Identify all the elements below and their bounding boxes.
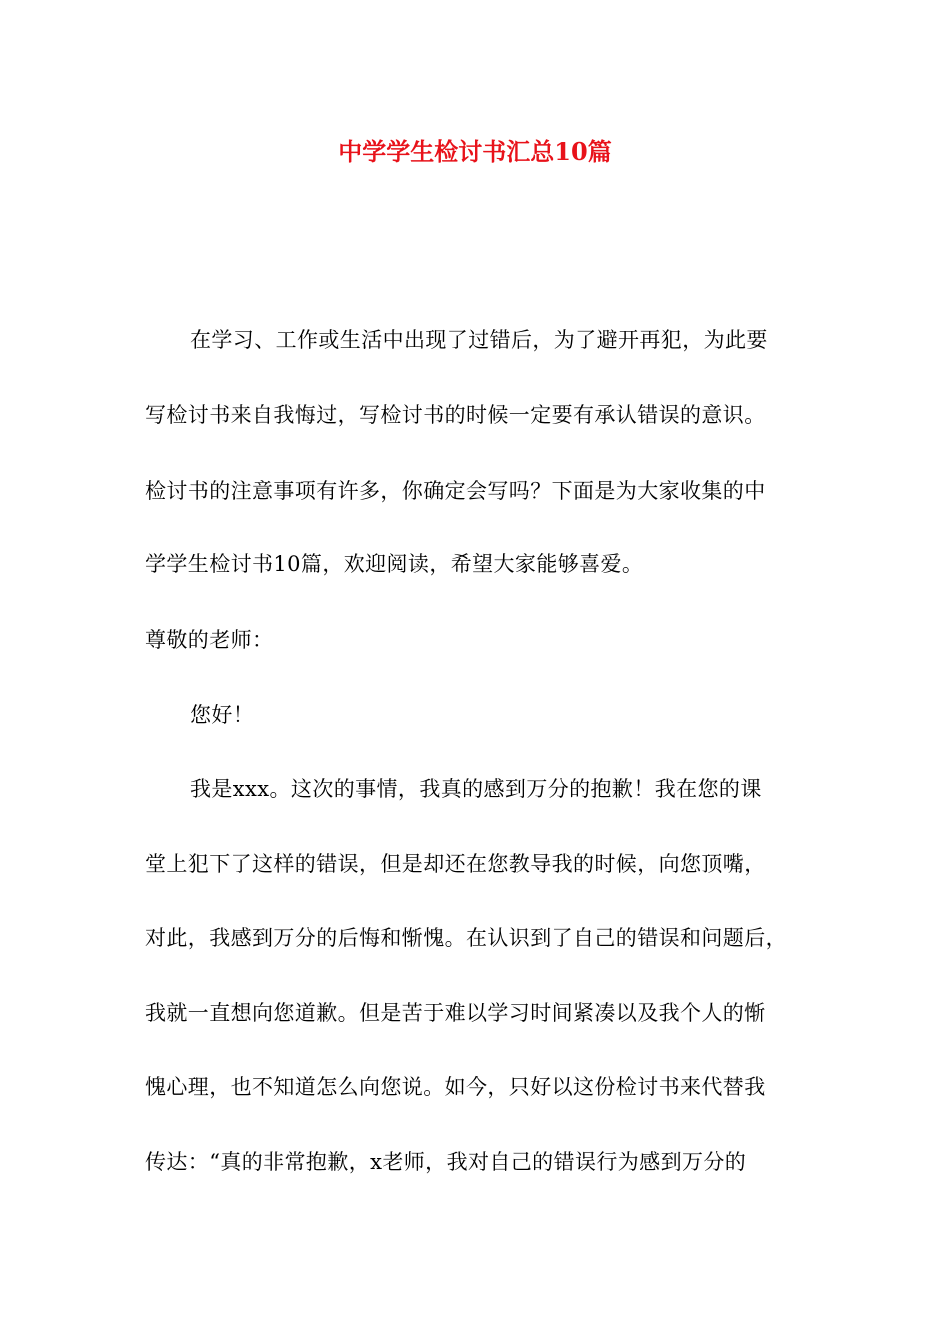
paragraph-line: 学学生检讨书10篇，欢迎阅读，希望大家能够喜爱。 (145, 552, 644, 576)
paragraph-line: 在学习、工作或生活中出现了过错后，为了避开再犯，为此要 (190, 328, 768, 352)
paragraph-line: 我就一直想向您道歉。但是苦于难以学习时间紧凑以及我个人的惭 (145, 1001, 766, 1025)
greeting: 您好！ (190, 703, 255, 727)
paragraph-line: 我是xxx。这次的事情，我真的感到万分的抱歉！我在您的课 (190, 777, 762, 801)
salutation: 尊敬的老师： (145, 628, 274, 652)
paragraph-line: 愧心理，也不知道怎么向您说。如今，只好以这份检讨书来代替我 (145, 1075, 766, 1099)
paragraph-line: 对此，我感到万分的后悔和惭愧。在认识到了自己的错误和问题后， (145, 926, 787, 950)
paragraph-line: 检讨书的注意事项有许多，你确定会写吗？下面是为大家收集的中 (145, 479, 766, 503)
document-title: 中学学生检讨书汇总10篇 (338, 137, 612, 166)
paragraph-line: 写检讨书来自我悔过，写检讨书的时候一定要有承认错误的意识。 (145, 403, 766, 427)
paragraph-line: 传达：“真的非常抱歉，x老师，我对自己的错误行为感到万分的 (145, 1150, 747, 1174)
paragraph-line: 堂上犯下了这样的错误，但是却还在您教导我的时候，向您顶嘴， (145, 852, 766, 876)
